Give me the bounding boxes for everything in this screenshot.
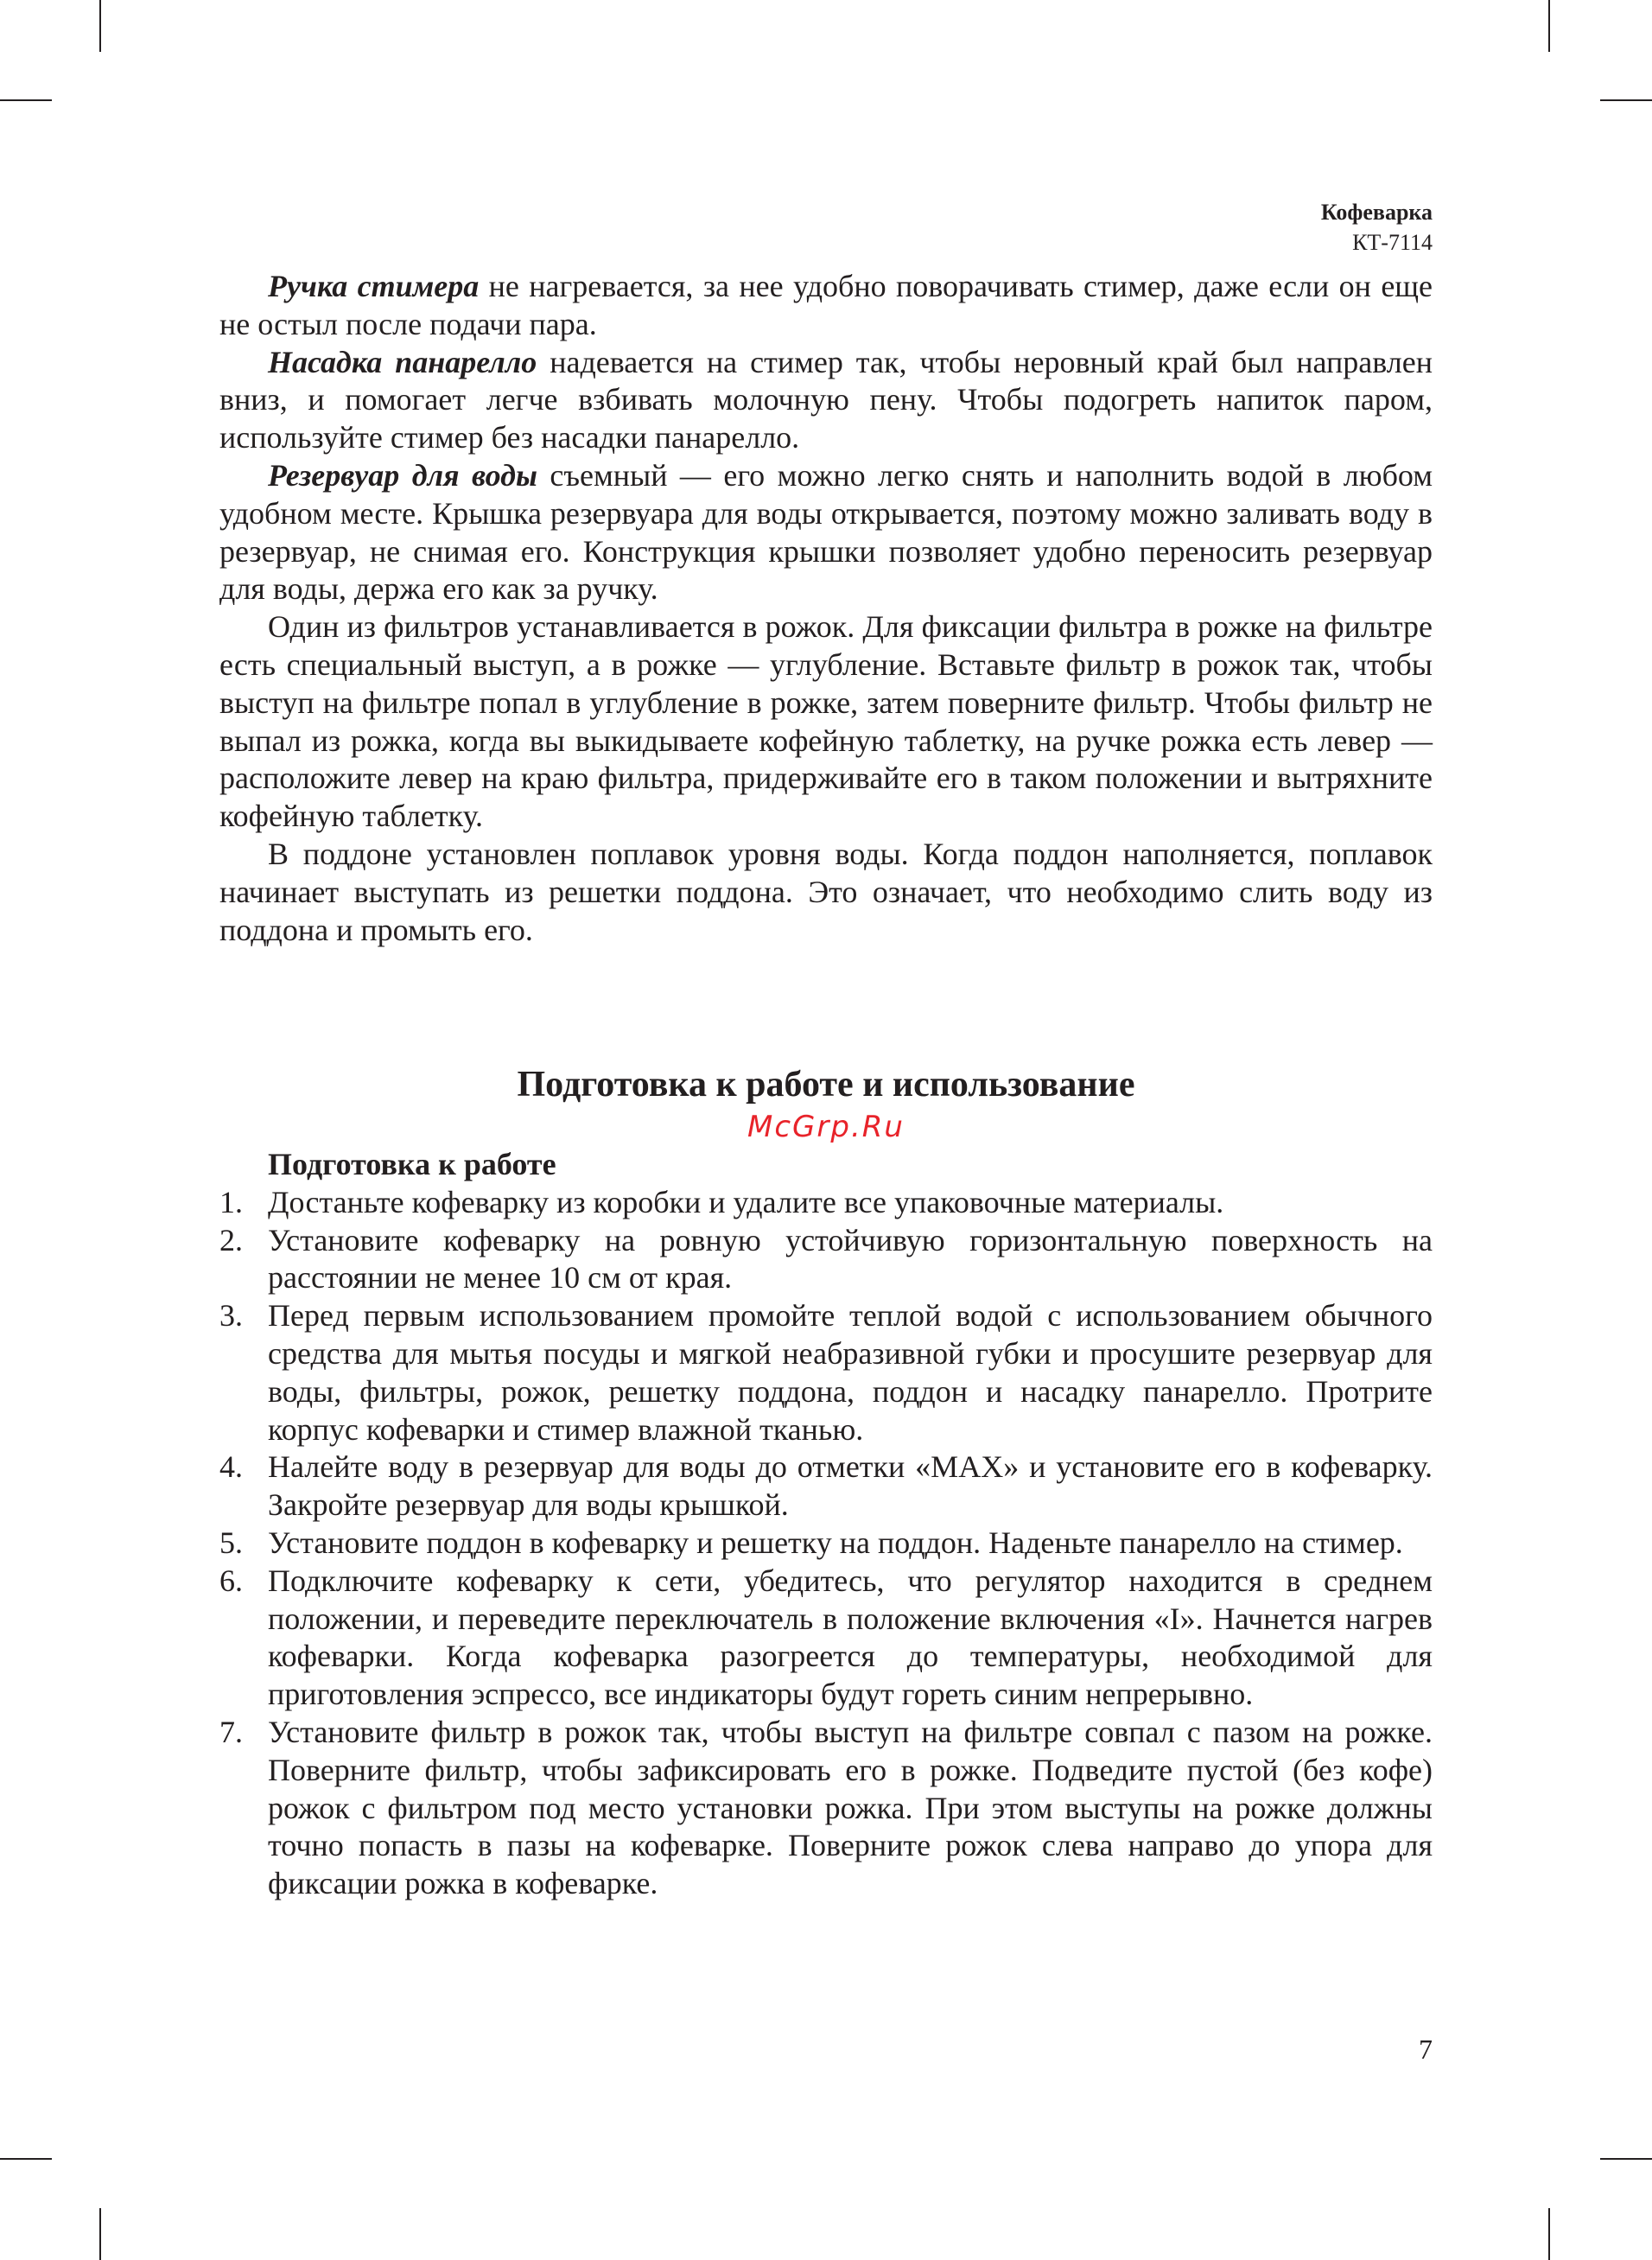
list-item [219,1448,1433,1525]
subsection-title: Подготовка к работе [268,1147,556,1181]
paragraph [219,268,1433,344]
list-item [219,1714,1433,1903]
step-number: 5. [219,1525,243,1560]
step-number: 2. [219,1222,243,1257]
crop-mark [0,2158,52,2160]
paragraph [219,457,1433,608]
watermark: McGrp.Ru [747,1110,905,1144]
running-header [1321,197,1433,258]
paragraph-text: В поддоне установлен поплавок уровня воды. Когда поддон наполняется, поплавок начинает выступать из решетки поддона. Это означает, что необходимо слить воду из поддона и промыть его. [219,836,1433,947]
step-text: Установите кофеварку на ровную устойчивую горизонтальную поверхность на расстоянии не менее 10 см от края. [268,1222,1433,1296]
step-text: Установите поддон в кофеварку и решетку на поддон. Наденьте панарелло на стимер. [268,1525,1403,1560]
preparation-steps [219,1146,1433,1903]
paragraph [219,608,1433,836]
list-item [219,1297,1433,1448]
header-model: КТ-7114 [1352,230,1433,255]
step-number: 4. [219,1449,243,1485]
crop-mark [1600,2158,1652,2160]
step-text: Налейте воду в резервуар для воды до отметки «MAX» и установите его в кофеварку. Закройте резервуар для воды крышкой. [268,1449,1433,1523]
crop-mark [1548,2208,1550,2260]
step-text: Достаньте кофеварку из коробки и удалите все упаковочные материалы. [268,1184,1224,1219]
header-title: Кофеварка [1320,200,1433,225]
paragraph-text: не нагревается, за нее удобно поворачивать стимер, даже если он еще не остыл после подачи пара. [219,269,1433,341]
section-title: Подготовка к работе и использование [517,1065,1135,1105]
paragraph-lead: Насадка панарелло [268,344,537,379]
paragraph-text: надевается на стимер так, чтобы неровный край был направлен вниз, и помогает легче взбивать молочную пену. Чтобы подогреть напиток паром, используйте стимер без насадки панарелло. [219,344,1433,455]
paragraph [219,836,1433,949]
crop-mark [99,2208,101,2260]
crop-mark [99,0,101,52]
step-number: 1. [219,1184,243,1219]
step-number: 3. [219,1298,243,1334]
list-item [219,1525,1433,1563]
description-text [219,268,1433,949]
paragraph-lead: Ручка стимера [268,269,480,303]
step-text: Подключите кофеварку к сети, убедитесь, что регулятор находится в среднем положении, и переведите переключатель в положение включения «I». Начнется нагрев кофеварки. Когда кофеварка разогреется до температуры, необходимой для приготовления эспрессо, все индикаторы будут гореть синим непрерывно. [268,1563,1433,1712]
list-item [219,1222,1433,1298]
step-text: Установите фильтр в рожок так, чтобы выступ на фильтре совпал с пазом на рожке. Поверните фильтр, чтобы зафиксировать его в рожке. Подведите пустой (без кофе) рожок с фильтром под место установки рожка. При этом выступы на рожке должны точно попасть в пазы на кофеварке. Поверните рожок слева направо до упора для фиксации рожка в кофеварке. [268,1714,1433,1901]
step-text: Перед первым использованием промойте теплой водой с использованием обычного средства для мытья посуды и мягкой неабразивной губки и просушите резервуар для воды, фильтры, рожок, решетку поддона, поддон и насадку панарелло. Протрите корпус кофеварки и стимер влажной тканью. [268,1298,1433,1447]
paragraph-lead: Резервуар для воды [268,457,537,493]
page-number: 7 [1419,2034,1433,2065]
list-item [219,1563,1433,1714]
crop-mark [1600,99,1652,101]
step-number: 7. [219,1714,243,1749]
paragraph [219,344,1433,457]
paragraph-text: Один из фильтров устанавливается в рожок. Для фиксации фильтра в рожке на фильтре есть специальный выступ, а в рожке — углубление. Вставьте фильтр в рожок так, чтобы выступ на фильтре попал в углубление в рожке, затем поверните фильтр. Чтобы фильтр не выпал из рожка, когда вы выкидываете кофейную таблетку, на ручке рожка есть левер — расположите левер на краю фильтра, придерживайте его в таком положении и вытряхните кофейную таблетку. [219,609,1433,834]
crop-mark [1548,0,1550,52]
list-item [219,1184,1433,1222]
step-number: 6. [219,1563,243,1598]
paragraph-text: съемный — его можно легко снять и наполнить водой в любом удобном месте. Крышка резервуара для воды открывается, поэтому можно заливать воду в резервуар, не снимая его. Конструкция крышки позволяет удобно переносить резервуар для воды, держа его как за ручку. [219,457,1433,607]
crop-mark [0,99,52,101]
